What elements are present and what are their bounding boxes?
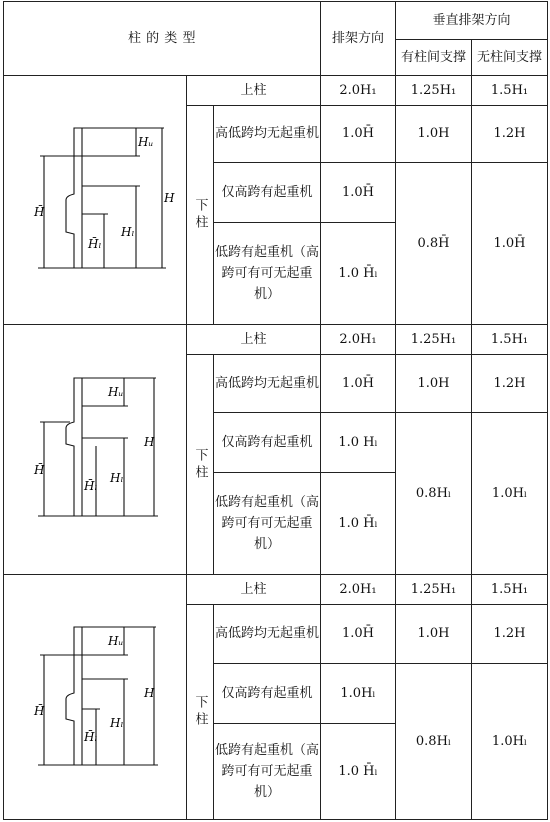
lower-column-label: 下柱 bbox=[187, 605, 214, 820]
case-high-only: 仅高跨有起重机 bbox=[214, 663, 321, 724]
diagram-label-Hl-bar: H̄ₗ bbox=[84, 730, 98, 744]
lower-column-label: 下柱 bbox=[187, 355, 214, 575]
header-bent-direction: 排架方向 bbox=[321, 2, 396, 76]
s3-shared-with: 0.8Hₗ bbox=[396, 663, 472, 820]
diagram-label-H: H bbox=[164, 191, 175, 205]
lower-column-label: 下柱 bbox=[187, 106, 214, 325]
s2-case1-with: 1.0H bbox=[396, 355, 472, 413]
diagram-label-Hl-bar: H̄ₗ bbox=[88, 237, 102, 251]
case-both-cranes: 高低跨均无起重机 bbox=[214, 106, 321, 163]
s1-upper-with: 1.25H₁ bbox=[396, 76, 472, 106]
case-high-only: 仅高跨有起重机 bbox=[214, 162, 321, 223]
s2-case1-without: 1.2H bbox=[472, 355, 548, 413]
s3-case3-bent: 1.0 H̄ₗ bbox=[321, 724, 396, 820]
s2-case2-bent: 1.0 Hₗ bbox=[321, 413, 396, 473]
s2-shared-without: 1.0Hₗ bbox=[472, 413, 548, 575]
stepped-column-diagram bbox=[4, 575, 185, 819]
s1-shared-without: 1.0H̄ bbox=[472, 162, 548, 325]
case-both-cranes: 高低跨均无起重机 bbox=[214, 355, 321, 413]
s2-upper-without: 1.5H₁ bbox=[472, 325, 548, 355]
s2-case3-bent: 1.0 H̄ₗ bbox=[321, 473, 396, 575]
s3-upper-with: 1.25H₁ bbox=[396, 575, 472, 605]
diagram-label-Hu: Hᵤ bbox=[138, 135, 154, 149]
s1-case1-without: 1.2H bbox=[472, 106, 548, 163]
column-diagram-3 bbox=[4, 575, 187, 820]
upper-column-label: 上柱 bbox=[187, 325, 321, 355]
s1-shared-with: 0.8H̄ bbox=[396, 162, 472, 325]
s1-case1-bent: 1.0H̄ bbox=[321, 106, 396, 163]
case-low-crane: 低跨有起重机（高跨可有可无起重机） bbox=[214, 724, 321, 820]
column-diagram-1 bbox=[4, 76, 187, 325]
s1-case2-bent: 1.0H̄ bbox=[321, 162, 396, 223]
case-both-cranes: 高低跨均无起重机 bbox=[214, 605, 321, 664]
diagram-label-Hl: Hₗ bbox=[121, 225, 135, 239]
diagram-label-Hbar: H̄ bbox=[34, 704, 45, 718]
header-perp-direction: 垂直排架方向 bbox=[396, 2, 548, 40]
diagram-label-Hl: Hₗ bbox=[110, 716, 124, 730]
upper-column-label: 上柱 bbox=[187, 575, 321, 605]
column-effective-length-table bbox=[3, 1, 548, 820]
s3-case2-bent: 1.0Hₗ bbox=[321, 663, 396, 724]
diagram-label-Hu: Hᵤ bbox=[108, 634, 124, 648]
header-with-bracing: 有柱间支撑 bbox=[396, 40, 472, 76]
upper-column-label: 上柱 bbox=[187, 76, 321, 106]
s1-case3-bent: 1.0 H̄ₗ bbox=[321, 223, 396, 325]
diagram-label-H: H bbox=[144, 686, 155, 700]
stepped-column-diagram bbox=[4, 326, 185, 574]
diagram-label-Hbar: H̄ bbox=[34, 462, 45, 477]
s3-upper-without: 1.5H₁ bbox=[472, 575, 548, 605]
header-without-bracing: 无柱间支撑 bbox=[472, 40, 548, 76]
stepped-column-diagram bbox=[4, 76, 185, 324]
s2-case1-bent: 1.0H̄ bbox=[321, 355, 396, 413]
diagram-label-Hu: Hᵤ bbox=[108, 384, 124, 399]
s3-case1-bent: 1.0H̄ bbox=[321, 605, 396, 664]
s3-case1-with: 1.0H bbox=[396, 605, 472, 664]
s2-shared-with: 0.8Hₗ bbox=[396, 413, 472, 575]
diagram-label-Hl: Hₗ bbox=[110, 470, 124, 485]
diagram-label-H: H bbox=[144, 434, 155, 449]
header-column-type: 柱 的 类 型 bbox=[4, 2, 321, 76]
diagram-label-Hl-bar: H̄ₗ bbox=[84, 478, 98, 493]
case-low-crane: 低跨有起重机（高跨可有可无起重机） bbox=[214, 473, 321, 575]
case-low-crane: 低跨有起重机（高跨可有可无起重机） bbox=[214, 223, 321, 325]
diagram-label-Hbar: H̄ bbox=[34, 205, 45, 219]
s3-upper-bent: 2.0H₁ bbox=[321, 575, 396, 605]
s1-upper-without: 1.5H₁ bbox=[472, 76, 548, 106]
s2-upper-bent: 2.0H₁ bbox=[321, 325, 396, 355]
s1-upper-bent: 2.0H₁ bbox=[321, 76, 396, 106]
s2-upper-with: 1.25H₁ bbox=[396, 325, 472, 355]
s3-shared-without: 1.0Hₗ bbox=[472, 663, 548, 820]
s3-case1-without: 1.2H bbox=[472, 605, 548, 664]
case-high-only: 仅高跨有起重机 bbox=[214, 413, 321, 473]
column-diagram-2 bbox=[4, 325, 187, 575]
s1-case1-with: 1.0H bbox=[396, 106, 472, 163]
